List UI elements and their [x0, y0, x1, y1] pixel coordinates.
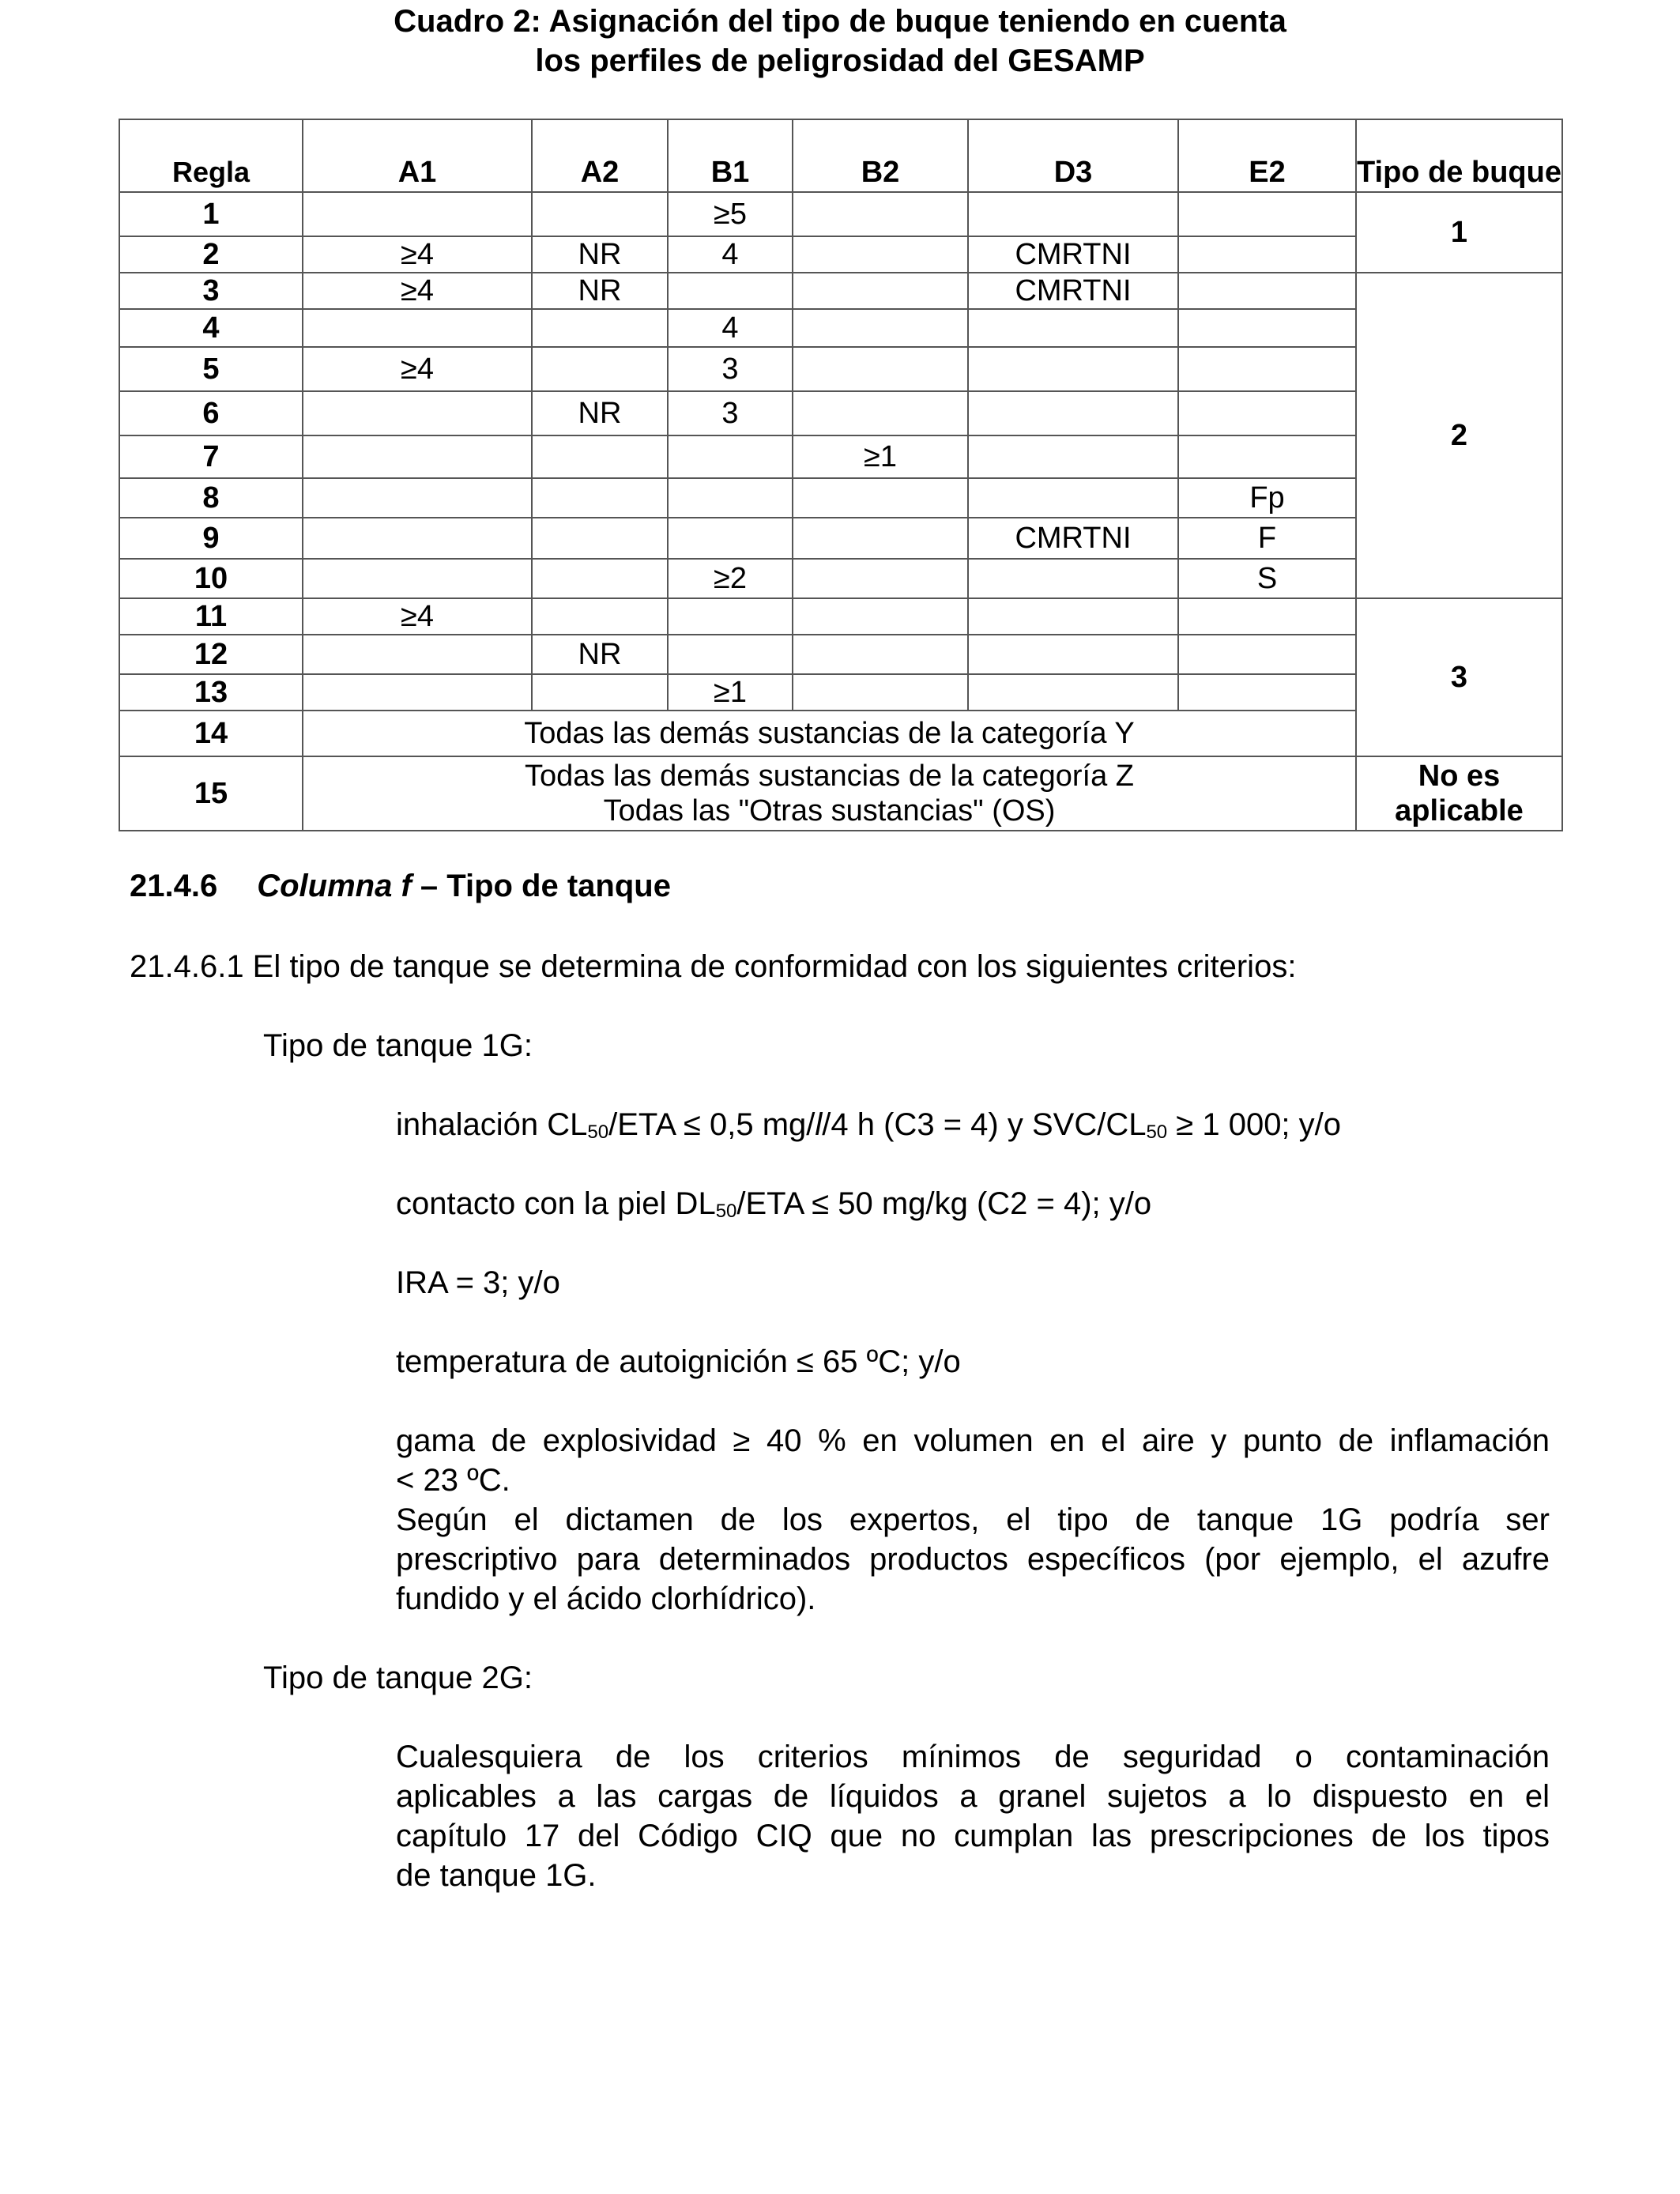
- d3-cell: [968, 347, 1178, 391]
- table-row: [119, 435, 1562, 478]
- b1-cell: [668, 518, 793, 559]
- table-row: [119, 598, 1562, 635]
- tank-2g-paragraph: [396, 1737, 1550, 1895]
- regla-cell: 15: [119, 756, 303, 831]
- a1-cell: [303, 674, 532, 711]
- regla-cell: 14: [119, 711, 303, 756]
- criterion-text: /4 h (C3 = 4) y SVC/CL: [822, 1107, 1147, 1142]
- table-row-14: [119, 711, 1562, 756]
- ship-type-table: [119, 119, 1563, 831]
- table-row: [119, 478, 1562, 518]
- e2-cell: [1178, 347, 1356, 391]
- row-15-text-line-2: Todas las "Otras sustancias" (OS): [603, 794, 1056, 827]
- table-row-15: [119, 756, 1562, 831]
- header-tipo-de-buque: Tipo de buque: [1356, 119, 1562, 192]
- criterion-text-italic: l: [815, 1107, 823, 1142]
- header-b2: B2: [793, 119, 968, 192]
- regla-cell: 11: [119, 598, 303, 635]
- subscript: 50: [1146, 1122, 1168, 1143]
- e2-cell: [1178, 391, 1356, 435]
- table-row: [119, 273, 1562, 309]
- d3-cell: [968, 674, 1178, 711]
- regla-cell: 6: [119, 391, 303, 435]
- b2-cell: [793, 391, 968, 435]
- e2-cell: [1178, 273, 1356, 309]
- b1-cell: 4: [668, 309, 793, 347]
- a1-cell: ≥4: [303, 598, 532, 635]
- tank-2g-line-4: de tanque 1G.: [396, 1858, 597, 1893]
- table-header-row: [119, 119, 1562, 192]
- tank-1g-criterion-ira: IRA = 3; y/o: [396, 1265, 560, 1300]
- d3-cell: [968, 635, 1178, 674]
- intro-paragraph: 21.4.6.1 El tipo de tanque se determina de conformidad con los siguientes criterios:: [130, 949, 1297, 984]
- regla-cell: 13: [119, 674, 303, 711]
- d3-cell: [968, 598, 1178, 635]
- b2-cell: [793, 674, 968, 711]
- e2-cell: [1178, 192, 1356, 236]
- regla-cell: 4: [119, 309, 303, 347]
- tipo-de-buque-group-1: 1: [1356, 192, 1562, 273]
- a1-cell: [303, 635, 532, 674]
- criterion-text: /ETA ≤ 0,5 mg/: [608, 1107, 816, 1142]
- a2-cell: [532, 478, 668, 518]
- a2-cell: [532, 559, 668, 598]
- section-heading: [130, 866, 671, 906]
- e2-cell: [1178, 635, 1356, 674]
- d3-cell: [968, 478, 1178, 518]
- b1-cell: 4: [668, 236, 793, 273]
- d3-cell: CMRTNI: [968, 273, 1178, 309]
- tank-1g-criterion-skin-contact: [396, 1184, 1151, 1223]
- tank-1g-criterion-autoignition: temperatura de autoignición ≤ 65 ºC; y/o: [396, 1344, 961, 1379]
- a2-cell: [532, 347, 668, 391]
- table-row: [119, 236, 1562, 273]
- b1-cell: ≥5: [668, 192, 793, 236]
- b1-cell: [668, 478, 793, 518]
- a2-cell: NR: [532, 635, 668, 674]
- table-row: [119, 192, 1562, 236]
- a2-cell: [532, 598, 668, 635]
- header-d3: D3: [968, 119, 1178, 192]
- criterion-line-1: gama de explosividad ≥ 40 % en volumen en el aire y punto de inflamación: [396, 1423, 1550, 1458]
- no-aplicable-line-1: No es: [1418, 760, 1501, 793]
- b1-cell: 3: [668, 391, 793, 435]
- d3-cell: CMRTNI: [968, 236, 1178, 273]
- expert-note-line-2: prescriptivo para determinados productos específicos (por ejemplo, el azufre: [396, 1542, 1550, 1577]
- b2-cell: [793, 559, 968, 598]
- e2-cell: [1178, 309, 1356, 347]
- e2-cell: [1178, 435, 1356, 478]
- a1-cell: [303, 518, 532, 559]
- d3-cell: [968, 309, 1178, 347]
- row-15-text-line-1: Todas las demás sustancias de la categoría Z: [525, 760, 1134, 793]
- criterion-text: ≥ 1 000; y/o: [1167, 1107, 1342, 1142]
- criterion-line-2: < 23 ºC.: [396, 1463, 510, 1498]
- regla-cell: 12: [119, 635, 303, 674]
- tank-2g-line-1: Cualesquiera de los criterios mínimos de seguridad o contaminación: [396, 1740, 1550, 1774]
- e2-cell: S: [1178, 559, 1356, 598]
- tipo-de-buque-no-aplicable: [1356, 756, 1562, 831]
- d3-cell: CMRTNI: [968, 518, 1178, 559]
- header-e2: E2: [1178, 119, 1356, 192]
- expert-note-line-3: fundido y el ácido clorhídrico).: [396, 1581, 816, 1616]
- a1-cell: [303, 309, 532, 347]
- section-number: 21.4.6: [130, 869, 218, 903]
- table-row: [119, 674, 1562, 711]
- b1-cell: ≥2: [668, 559, 793, 598]
- a2-cell: NR: [532, 391, 668, 435]
- section-title-italic: Columna f: [257, 869, 412, 903]
- tank-1g-criterion-inhalation: [396, 1105, 1341, 1144]
- b1-cell: [668, 635, 793, 674]
- tipo-de-buque-group-3: 3: [1356, 598, 1562, 756]
- table-title: [0, 2, 1680, 81]
- b2-cell: [793, 635, 968, 674]
- b2-cell: [793, 192, 968, 236]
- b2-cell: [793, 273, 968, 309]
- tank-2g-line-2: aplicables a las cargas de líquidos a granel sujetos a lo dispuesto en el: [396, 1779, 1550, 1814]
- e2-cell: [1178, 674, 1356, 711]
- a2-cell: NR: [532, 273, 668, 309]
- row-15-text: [303, 756, 1356, 831]
- d3-cell: [968, 192, 1178, 236]
- d3-cell: [968, 435, 1178, 478]
- a1-cell: [303, 435, 532, 478]
- b2-cell: [793, 478, 968, 518]
- tank-1g-criterion-explosivity: [396, 1421, 1550, 1619]
- table-row: [119, 559, 1562, 598]
- b1-cell: 3: [668, 347, 793, 391]
- b1-cell: [668, 273, 793, 309]
- a1-cell: ≥4: [303, 347, 532, 391]
- b2-cell: [793, 518, 968, 559]
- criterion-text: inhalación CL: [396, 1107, 588, 1142]
- b1-cell: [668, 435, 793, 478]
- d3-cell: [968, 391, 1178, 435]
- e2-cell: F: [1178, 518, 1356, 559]
- tank-1g-label: Tipo de tanque 1G:: [263, 1028, 533, 1063]
- table-row: [119, 347, 1562, 391]
- subscript: 50: [587, 1122, 609, 1143]
- expert-note-line-1: Según el dictamen de los expertos, el tipo de tanque 1G podría ser: [396, 1502, 1550, 1537]
- regla-cell: 8: [119, 478, 303, 518]
- a2-cell: [532, 674, 668, 711]
- b2-cell: [793, 236, 968, 273]
- subscript: 50: [715, 1201, 737, 1222]
- table-title-line-1: Cuadro 2: Asignación del tipo de buque teniendo en cuenta: [394, 4, 1286, 39]
- regla-cell: 1: [119, 192, 303, 236]
- a1-cell: [303, 478, 532, 518]
- e2-cell: [1178, 598, 1356, 635]
- e2-cell: [1178, 236, 1356, 273]
- tipo-de-buque-group-2: 2: [1356, 273, 1562, 598]
- header-regla: Regla: [119, 119, 303, 192]
- b1-cell: [668, 598, 793, 635]
- criterion-text: /ETA ≤ 50 mg/kg (C2 = 4); y/o: [736, 1186, 1152, 1221]
- regla-cell: 9: [119, 518, 303, 559]
- a2-cell: [532, 192, 668, 236]
- criterion-text: contacto con la piel DL: [396, 1186, 716, 1221]
- header-b1: B1: [668, 119, 793, 192]
- row-14-text: Todas las demás sustancias de la categoría Y: [303, 711, 1356, 756]
- table-row: [119, 309, 1562, 347]
- regla-cell: 3: [119, 273, 303, 309]
- header-a1: A1: [303, 119, 532, 192]
- header-a2: A2: [532, 119, 668, 192]
- b2-cell: [793, 598, 968, 635]
- tank-2g-line-3: capítulo 17 del Código CIQ que no cumplan las prescripciones de los tipos: [396, 1819, 1550, 1853]
- a1-cell: [303, 559, 532, 598]
- table-title-line-2: los perfiles de peligrosidad del GESAMP: [535, 43, 1145, 78]
- regla-cell: 5: [119, 347, 303, 391]
- table-row: [119, 635, 1562, 674]
- no-aplicable-line-2: aplicable: [1395, 794, 1524, 827]
- a2-cell: [532, 309, 668, 347]
- regla-cell: 10: [119, 559, 303, 598]
- regla-cell: 7: [119, 435, 303, 478]
- a1-cell: ≥4: [303, 273, 532, 309]
- d3-cell: [968, 559, 1178, 598]
- a2-cell: NR: [532, 236, 668, 273]
- a2-cell: [532, 518, 668, 559]
- b2-cell: ≥1: [793, 435, 968, 478]
- table-row: [119, 391, 1562, 435]
- tank-2g-label: Tipo de tanque 2G:: [263, 1661, 533, 1695]
- e2-cell: Fp: [1178, 478, 1356, 518]
- a1-cell: [303, 192, 532, 236]
- table-row: [119, 518, 1562, 559]
- regla-cell: 2: [119, 236, 303, 273]
- section-title-rest: – Tipo de tanque: [411, 869, 671, 903]
- b1-cell: ≥1: [668, 674, 793, 711]
- a1-cell: [303, 391, 532, 435]
- a2-cell: [532, 435, 668, 478]
- b2-cell: [793, 347, 968, 391]
- a1-cell: ≥4: [303, 236, 532, 273]
- b2-cell: [793, 309, 968, 347]
